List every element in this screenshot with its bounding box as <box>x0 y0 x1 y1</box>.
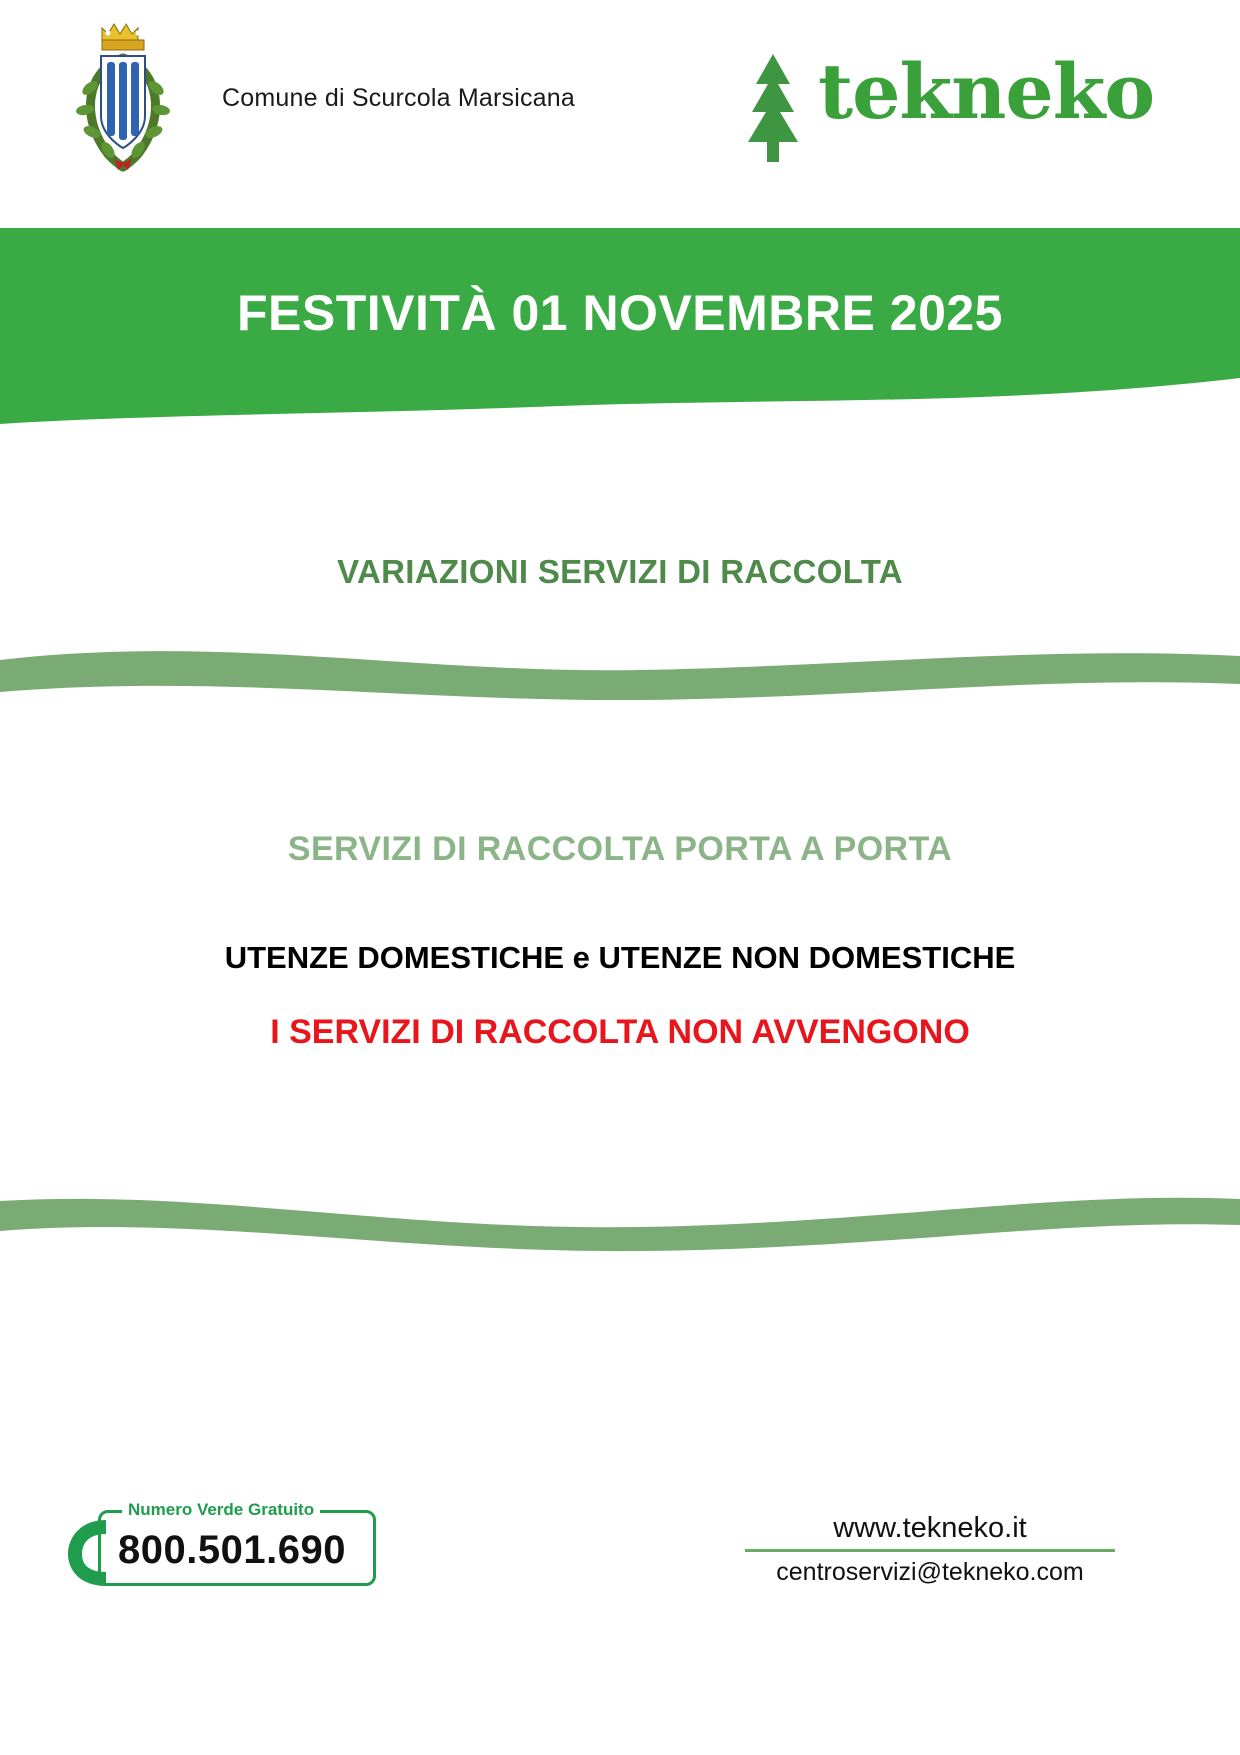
tekneko-logo <box>730 47 1155 170</box>
contacts-block <box>700 1512 1160 1587</box>
green-number-block <box>62 1500 382 1596</box>
contacts-divider <box>745 1549 1115 1552</box>
tekneko-wordmark: tekneko <box>818 47 1155 136</box>
festivity-banner <box>0 228 1240 426</box>
telephone-handset-icon <box>62 1516 114 1590</box>
page-header <box>0 0 1240 210</box>
wave-divider-top <box>0 640 1240 710</box>
comune-name: Comune di Scurcola Marsicana <box>222 84 575 112</box>
door-to-door-title: SERVIZI DI RACCOLTA PORTA A PORTA <box>287 830 953 868</box>
municipal-coat-of-arms-icon <box>68 18 178 178</box>
no-collection-notice: I SERVIZI DI RACCOLTA NON AVVENGONO <box>270 1013 970 1051</box>
wave-divider-bottom <box>0 1185 1240 1255</box>
green-number-label: Numero Verde Gratuito <box>122 1500 320 1520</box>
services-variation-subtitle: VARIAZIONI SERVIZI DI RACCOLTA <box>337 553 903 590</box>
email-link[interactable]: centroservizi@tekneko.com <box>776 1558 1084 1587</box>
green-number-value[interactable]: 800.501.690 <box>118 1528 346 1572</box>
users-types-line: UTENZE DOMESTICHE e UTENZE NON DOMESTICHE <box>224 940 1016 975</box>
website-link[interactable]: www.tekneko.it <box>833 1512 1027 1544</box>
banner-title: FESTIVITÀ 01 NOVEMBRE 2025 <box>236 285 1003 341</box>
pine-tree-icon <box>730 50 816 170</box>
